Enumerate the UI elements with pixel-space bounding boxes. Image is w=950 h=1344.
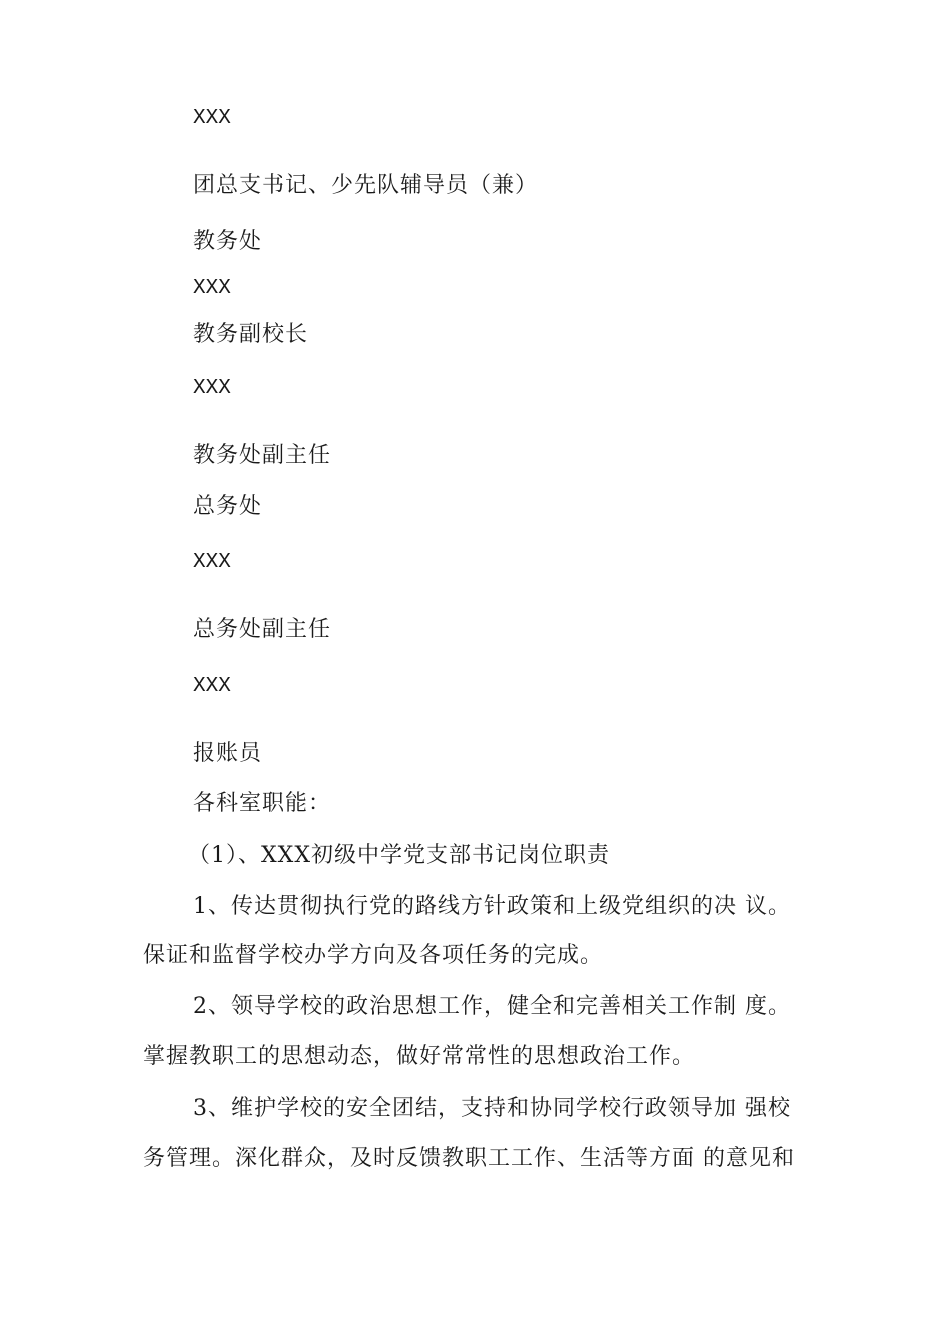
staff-name: XXX [193, 551, 231, 574]
staff-title: 团总支书记、少先队辅导员（兼） [193, 173, 539, 198]
duty-item-line: 务管理。深化群众，及时反馈教职工工作、生活等方面 的意见和 [143, 1146, 795, 1171]
duty-item-line: 2、领导学校的政治思想工作，健全和完善相关工作制 度。 [193, 994, 791, 1019]
staff-title: 教务处副主任 [193, 443, 332, 468]
staff-title: 教务副校长 [193, 322, 309, 347]
department-name: 总务处 [193, 494, 263, 519]
staff-title: 报账员 [193, 741, 263, 766]
staff-name: XXX [193, 675, 231, 698]
duty-item-line: 掌握教职工的思想动态，做好常常性的思想政治工作。 [143, 1044, 696, 1069]
staff-name: XXX [193, 107, 231, 130]
staff-name: XXX [193, 377, 231, 400]
duty-item-line: 保证和监督学校办学方向及各项任务的完成。 [143, 943, 604, 968]
staff-name: XXX [193, 277, 231, 300]
subsection-heading: （1）、XXX初级中学党支部书记岗位职责 [188, 843, 610, 868]
duty-item-line: 3、维护学校的安全团结，支持和协同学校行政领导加 强校 [193, 1096, 791, 1121]
section-heading: 各科室职能： [193, 791, 332, 816]
staff-title: 总务处副主任 [193, 617, 332, 642]
department-name: 教务处 [193, 229, 263, 254]
duty-item-line: 1、传达贯彻执行党的路线方针政策和上级党组织的决 议。 [193, 894, 791, 919]
